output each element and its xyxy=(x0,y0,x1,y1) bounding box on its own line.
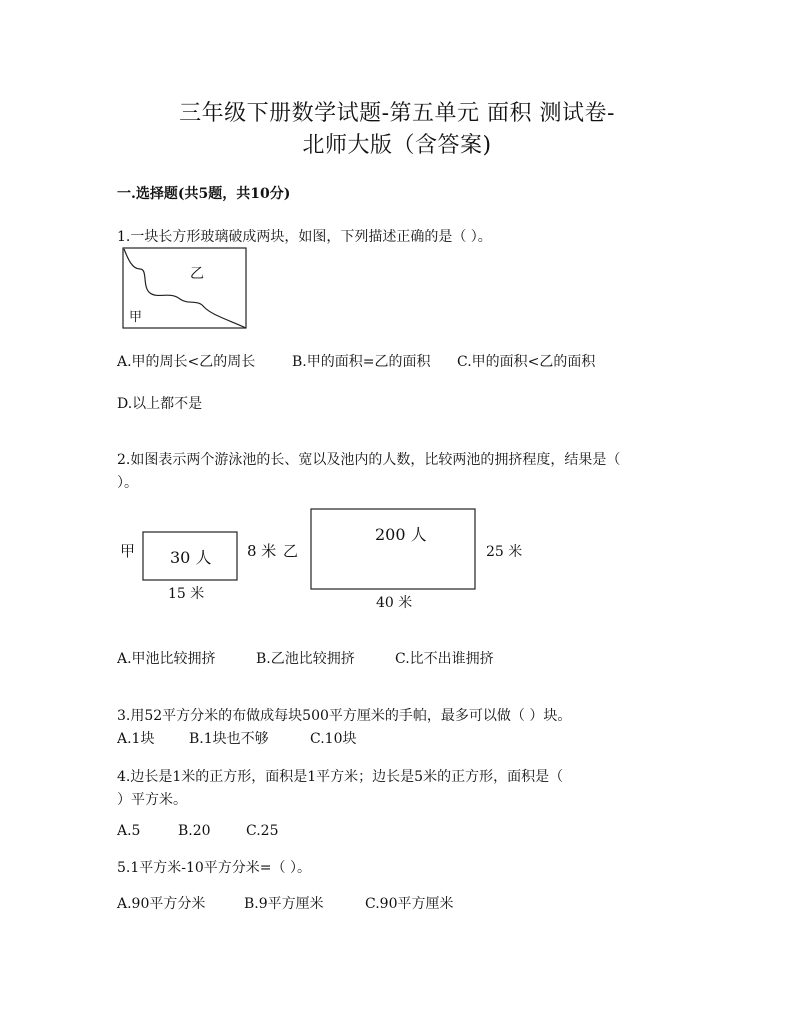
figure-label-yi: 乙 xyxy=(190,266,204,282)
question-3-option-b[interactable]: B.1块也不够 xyxy=(189,731,269,747)
question-1-stem: 1.一块长方形玻璃破成两块，如图，下列描述正确的是（ ）。 xyxy=(117,229,492,245)
question-5-option-a[interactable]: A.90平方分米 xyxy=(117,896,206,912)
question-2-stem-line1: 2.如图表示两个游泳池的长、宽以及池内的人数，比较两池的拥挤程度，结果是（ xyxy=(117,452,621,468)
question-1-option-c[interactable]: C.甲的面积<乙的面积 xyxy=(457,354,596,370)
pool-jia-length: 15 米 xyxy=(168,586,205,602)
pool-yi-width: 25 米 xyxy=(486,544,523,560)
question-5-stem: 5.1平方米-10平方分米=（ ）。 xyxy=(117,860,311,876)
pool-jia-label: 甲 xyxy=(120,542,136,560)
question-3-option-a[interactable]: A.1块 xyxy=(117,731,155,747)
question-5-option-b[interactable]: B.9平方厘米 xyxy=(244,896,324,912)
question-2-option-b[interactable]: B.乙池比较拥挤 xyxy=(256,651,355,667)
question-3-stem: 3.用52平方分米的布做成每块500平方厘米的手帕，最多可以做（ ）块。 xyxy=(117,708,572,724)
question-1-option-a[interactable]: A.甲的周长<乙的周长 xyxy=(117,354,256,370)
question-2-option-c[interactable]: C.比不出谁拥挤 xyxy=(395,651,494,667)
question-4-option-b[interactable]: B.20 xyxy=(178,823,211,839)
page-title-line1: 三年级下册数学试题-第五单元 面积 测试卷- xyxy=(179,101,615,126)
section-heading: 一.选择题(共5题，共10分) xyxy=(117,186,291,202)
question-1-option-d[interactable]: D.以上都不是 xyxy=(117,396,203,412)
pool-yi-people: 200 人 xyxy=(375,525,427,544)
pool-yi-label: 乙 xyxy=(283,542,299,560)
question-2-option-a[interactable]: A.甲池比较拥挤 xyxy=(117,651,216,667)
question-4-stem-line1: 4.边长是1米的正方形，面积是1平方米；边长是5米的正方形，面积是（ xyxy=(117,769,564,785)
question-3-option-c[interactable]: C.10块 xyxy=(310,731,357,747)
question-4-option-a[interactable]: A.5 xyxy=(117,823,141,839)
question-5-option-c[interactable]: C.90平方厘米 xyxy=(365,896,454,912)
pool-yi-length: 40 米 xyxy=(376,595,413,611)
pool-yi-rect xyxy=(311,509,475,589)
question-4-stem-line2: ）平方米。 xyxy=(117,792,187,808)
break-line xyxy=(124,249,246,328)
question-4-option-c[interactable]: C.25 xyxy=(246,823,279,839)
question-1-figure xyxy=(122,247,250,331)
figure-label-jia: 甲 xyxy=(129,310,143,325)
question-2-stem-line2: ）。 xyxy=(117,475,138,491)
question-1-option-b[interactable]: B.甲的面积=乙的面积 xyxy=(292,354,431,370)
pool-jia-width: 8 米 xyxy=(247,542,277,560)
page-title-line2: 北师大版（含答案) xyxy=(302,133,492,158)
question-2-figure xyxy=(110,500,540,615)
pool-jia-people: 30 人 xyxy=(170,548,212,567)
